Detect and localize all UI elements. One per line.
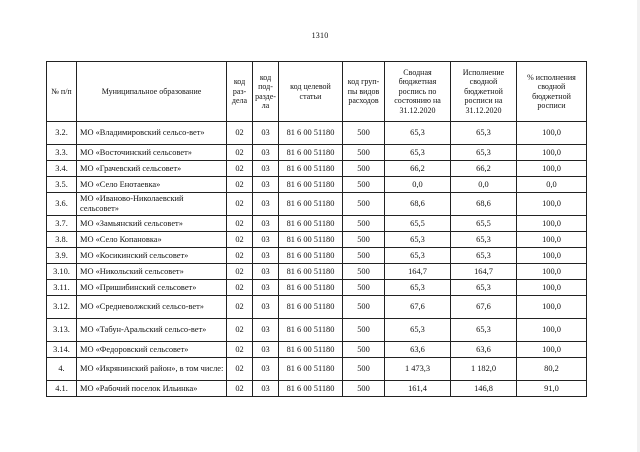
row-number-cell: 3.7. — [47, 216, 77, 232]
execution-percent-cell: 100,0 — [517, 248, 587, 264]
section-code-cell: 02 — [227, 193, 253, 216]
header-planned-budget: Сводная бюджетная роспись по состоянию на 31.12.2020 — [385, 62, 451, 122]
subsection-code-cell: 03 — [253, 232, 279, 248]
municipality-cell: МО «Село Копановка» — [77, 232, 227, 248]
subsection-code-cell: 03 — [253, 122, 279, 145]
row-number-cell: 3.10. — [47, 264, 77, 280]
header-subsection-code: код под-разде-ла — [253, 62, 279, 122]
table-row — [47, 358, 587, 381]
execution-percent-cell: 0,0 — [517, 177, 587, 193]
section-code-cell: 02 — [227, 381, 253, 397]
table-row — [47, 248, 587, 264]
executed-budget-cell: 146,8 — [451, 381, 517, 397]
row-number-cell: 3.5. — [47, 177, 77, 193]
section-code-cell: 02 — [227, 358, 253, 381]
target-article-cell: 81 6 00 51180 — [279, 193, 343, 216]
row-number-cell: 4. — [47, 358, 77, 381]
header-target-article-code: код целевой статьи — [279, 62, 343, 122]
table-row — [47, 264, 587, 280]
row-number-cell: 4.1. — [47, 381, 77, 397]
section-code-cell: 02 — [227, 280, 253, 296]
subsection-code-cell: 03 — [253, 381, 279, 397]
execution-percent-cell: 100,0 — [517, 122, 587, 145]
row-number-cell: 3.4. — [47, 161, 77, 177]
planned-budget-cell: 65,5 — [385, 216, 451, 232]
header-section-code: код раз-дела — [227, 62, 253, 122]
expense-group-cell: 500 — [343, 280, 385, 296]
table-row — [47, 216, 587, 232]
subsection-code-cell: 03 — [253, 358, 279, 381]
planned-budget-cell: 0,0 — [385, 177, 451, 193]
subsection-code-cell: 03 — [253, 216, 279, 232]
target-article-cell: 81 6 00 51180 — [279, 358, 343, 381]
target-article-cell: 81 6 00 51180 — [279, 280, 343, 296]
section-code-cell: 02 — [227, 319, 253, 342]
table-row — [47, 145, 587, 161]
section-code-cell: 02 — [227, 145, 253, 161]
section-code-cell: 02 — [227, 264, 253, 280]
table-row — [47, 280, 587, 296]
execution-percent-cell: 91,0 — [517, 381, 587, 397]
expense-group-cell: 500 — [343, 161, 385, 177]
execution-percent-cell: 100,0 — [517, 216, 587, 232]
subsection-code-cell: 03 — [253, 319, 279, 342]
subsection-code-cell: 03 — [253, 145, 279, 161]
execution-percent-cell: 100,0 — [517, 342, 587, 358]
section-code-cell: 02 — [227, 161, 253, 177]
municipality-cell: МО «Село Енотаевка» — [77, 177, 227, 193]
planned-budget-cell: 1 473,3 — [385, 358, 451, 381]
row-number-cell: 3.6. — [47, 193, 77, 216]
subsection-code-cell: 03 — [253, 248, 279, 264]
planned-budget-cell: 65,3 — [385, 280, 451, 296]
expense-group-cell: 500 — [343, 358, 385, 381]
expense-group-cell: 500 — [343, 216, 385, 232]
table-row — [47, 161, 587, 177]
section-code-cell: 02 — [227, 296, 253, 319]
municipality-cell: МО «Рабочий поселок Ильинка» — [77, 381, 227, 397]
municipality-cell: МО «Ивановo-Николаевский сельсовет» — [77, 193, 227, 216]
target-article-cell: 81 6 00 51180 — [279, 264, 343, 280]
executed-budget-cell: 65,3 — [451, 232, 517, 248]
header-execution-percent: % исполнения сводной бюджетной росписи — [517, 62, 587, 122]
section-code-cell: 02 — [227, 342, 253, 358]
executed-budget-cell: 65,3 — [451, 145, 517, 161]
expense-group-cell: 500 — [343, 248, 385, 264]
executed-budget-cell: 164,7 — [451, 264, 517, 280]
planned-budget-cell: 164,7 — [385, 264, 451, 280]
municipality-cell: МО «Владимировский сельсо-вет» — [77, 122, 227, 145]
subsection-code-cell: 03 — [253, 342, 279, 358]
executed-budget-cell: 1 182,0 — [451, 358, 517, 381]
planned-budget-cell: 66,2 — [385, 161, 451, 177]
row-number-cell: 3.3. — [47, 145, 77, 161]
budget-execution-table — [46, 61, 587, 397]
execution-percent-cell: 100,0 — [517, 232, 587, 248]
table-row — [47, 177, 587, 193]
row-number-cell: 3.8. — [47, 232, 77, 248]
executed-budget-cell: 65,5 — [451, 216, 517, 232]
municipality-cell: МО «Пришибинский сельсовет» — [77, 280, 227, 296]
target-article-cell: 81 6 00 51180 — [279, 216, 343, 232]
execution-percent-cell: 100,0 — [517, 319, 587, 342]
municipality-cell: МО «Грачевский сельсовет» — [77, 161, 227, 177]
expense-group-cell: 500 — [343, 122, 385, 145]
planned-budget-cell: 68,6 — [385, 193, 451, 216]
expense-group-cell: 500 — [343, 193, 385, 216]
planned-budget-cell: 65,3 — [385, 248, 451, 264]
planned-budget-cell: 63,6 — [385, 342, 451, 358]
target-article-cell: 81 6 00 51180 — [279, 145, 343, 161]
table-row — [47, 193, 587, 216]
target-article-cell: 81 6 00 51180 — [279, 122, 343, 145]
subsection-code-cell: 03 — [253, 264, 279, 280]
expense-group-cell: 500 — [343, 177, 385, 193]
municipality-cell: МО «Икрянинский район», в том числе: — [77, 358, 227, 381]
executed-budget-cell: 65,3 — [451, 248, 517, 264]
subsection-code-cell: 03 — [253, 280, 279, 296]
header-municipality: Муниципальное образование — [77, 62, 227, 122]
subsection-code-cell: 03 — [253, 161, 279, 177]
execution-percent-cell: 100,0 — [517, 280, 587, 296]
target-article-cell: 81 6 00 51180 — [279, 342, 343, 358]
table-row — [47, 319, 587, 342]
row-number-cell: 3.12. — [47, 296, 77, 319]
row-number-cell: 3.11. — [47, 280, 77, 296]
header-expense-group-code: код груп-пы видов расходов — [343, 62, 385, 122]
subsection-code-cell: 03 — [253, 193, 279, 216]
target-article-cell: 81 6 00 51180 — [279, 248, 343, 264]
target-article-cell: 81 6 00 51180 — [279, 319, 343, 342]
executed-budget-cell: 65,3 — [451, 122, 517, 145]
execution-percent-cell: 100,0 — [517, 193, 587, 216]
municipality-cell: МО «Средневолжский сельсо-вет» — [77, 296, 227, 319]
execution-percent-cell: 100,0 — [517, 296, 587, 319]
expense-group-cell: 500 — [343, 381, 385, 397]
row-number-cell: 3.13. — [47, 319, 77, 342]
executed-budget-cell: 67,6 — [451, 296, 517, 319]
executed-budget-cell: 66,2 — [451, 161, 517, 177]
planned-budget-cell: 65,3 — [385, 145, 451, 161]
execution-percent-cell: 100,0 — [517, 161, 587, 177]
target-article-cell: 81 6 00 51180 — [279, 381, 343, 397]
table-row — [47, 296, 587, 319]
table-row — [47, 232, 587, 248]
executed-budget-cell: 65,3 — [451, 280, 517, 296]
planned-budget-cell: 65,3 — [385, 122, 451, 145]
section-code-cell: 02 — [227, 248, 253, 264]
executed-budget-cell: 65,3 — [451, 319, 517, 342]
municipality-cell: МО «Федоровский сельсовет» — [77, 342, 227, 358]
section-code-cell: 02 — [227, 216, 253, 232]
subsection-code-cell: 03 — [253, 296, 279, 319]
table-row — [47, 122, 587, 145]
municipality-cell: МО «Табун-Аральский сельсо-вет» — [77, 319, 227, 342]
planned-budget-cell: 161,4 — [385, 381, 451, 397]
expense-group-cell: 500 — [343, 342, 385, 358]
executed-budget-cell: 63,6 — [451, 342, 517, 358]
expense-group-cell: 500 — [343, 232, 385, 248]
execution-percent-cell: 80,2 — [517, 358, 587, 381]
planned-budget-cell: 65,3 — [385, 319, 451, 342]
expense-group-cell: 500 — [343, 264, 385, 280]
planned-budget-cell: 67,6 — [385, 296, 451, 319]
table-row — [47, 381, 587, 397]
header-executed-budget: Исполнение сводной бюджетной росписи на 31.12.2020 — [451, 62, 517, 122]
municipality-cell: МО «Замьянский сельсовет» — [77, 216, 227, 232]
execution-percent-cell: 100,0 — [517, 145, 587, 161]
table-row — [47, 342, 587, 358]
expense-group-cell: 500 — [343, 145, 385, 161]
section-code-cell: 02 — [227, 177, 253, 193]
target-article-cell: 81 6 00 51180 — [279, 161, 343, 177]
municipality-cell: МО «Никольский сельсовет» — [77, 264, 227, 280]
row-number-cell: 3.2. — [47, 122, 77, 145]
executed-budget-cell: 68,6 — [451, 193, 517, 216]
planned-budget-cell: 65,3 — [385, 232, 451, 248]
table-header-row — [47, 62, 587, 122]
municipality-cell: МО «Восточинский сельсовет» — [77, 145, 227, 161]
section-code-cell: 02 — [227, 232, 253, 248]
row-number-cell: 3.9. — [47, 248, 77, 264]
expense-group-cell: 500 — [343, 296, 385, 319]
page-number: 1310 — [311, 31, 329, 40]
executed-budget-cell: 0,0 — [451, 177, 517, 193]
header-number: № п/п — [47, 62, 77, 122]
section-code-cell: 02 — [227, 122, 253, 145]
target-article-cell: 81 6 00 51180 — [279, 296, 343, 319]
municipality-cell: МО «Косикинский сельсовет» — [77, 248, 227, 264]
expense-group-cell: 500 — [343, 319, 385, 342]
row-number-cell: 3.14. — [47, 342, 77, 358]
subsection-code-cell: 03 — [253, 177, 279, 193]
target-article-cell: 81 6 00 51180 — [279, 232, 343, 248]
execution-percent-cell: 100,0 — [517, 264, 587, 280]
target-article-cell: 81 6 00 51180 — [279, 177, 343, 193]
